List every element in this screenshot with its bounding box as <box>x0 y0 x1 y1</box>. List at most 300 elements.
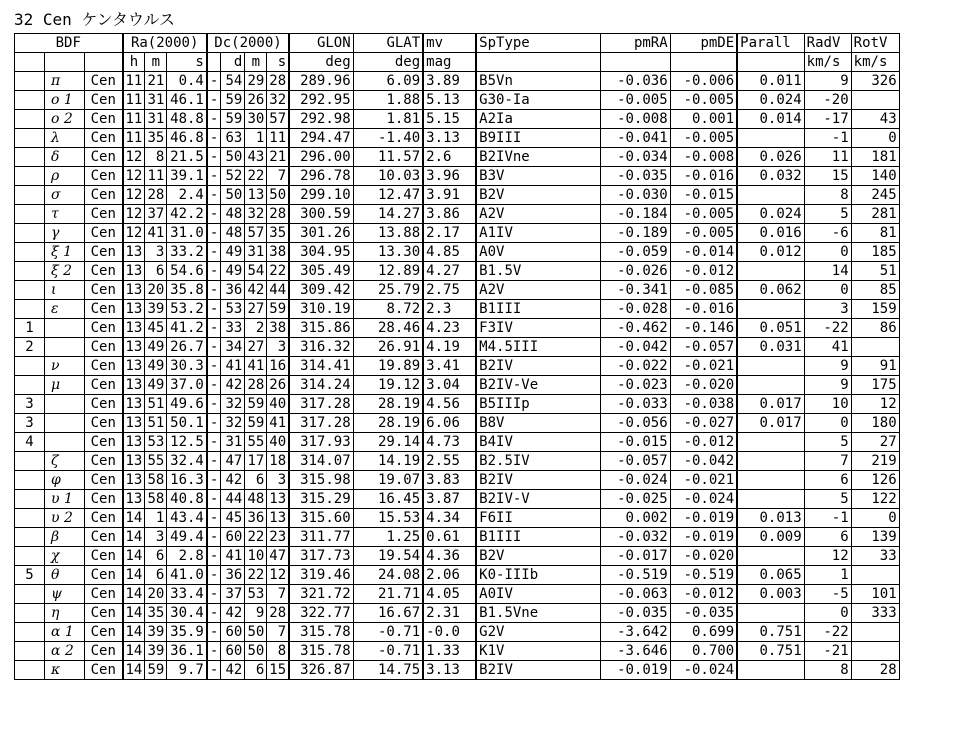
ra-seconds-cell: 31.0 <box>167 224 207 243</box>
header-mv-unit: mag <box>423 53 476 72</box>
ra-seconds-cell: 43.4 <box>167 509 207 528</box>
dec-sign-cell: - <box>207 509 221 528</box>
dec-degrees-cell: 49 <box>221 262 245 281</box>
pm-ra-cell: -0.057 <box>600 452 670 471</box>
bayer-letter-cell: μ <box>45 376 85 395</box>
rotation-velocity-cell: 101 <box>851 585 899 604</box>
spectral-type-cell: B4IV <box>476 433 600 452</box>
pm-ra-cell: -0.033 <box>600 395 670 414</box>
table-row <box>15 490 900 509</box>
bayer-letter-cell <box>45 338 85 357</box>
pm-de-cell: 0.001 <box>670 110 737 129</box>
radial-velocity-cell: 6 <box>804 528 851 547</box>
ra-hours-cell: 13 <box>123 414 145 433</box>
magnitude-cell: 4.56 <box>423 395 476 414</box>
glon-cell: 289.96 <box>289 72 353 91</box>
dec-seconds-cell: 38 <box>267 243 289 262</box>
radial-velocity-cell: -1 <box>804 509 851 528</box>
ra-hours-cell: 12 <box>123 205 145 224</box>
rotation-velocity-cell: 0 <box>851 129 899 148</box>
glon-cell: 294.47 <box>289 129 353 148</box>
dec-minutes-cell: 48 <box>245 490 267 509</box>
parallax-cell <box>737 433 804 452</box>
radial-velocity-cell: 11 <box>804 148 851 167</box>
ra-hours-cell: 13 <box>123 471 145 490</box>
pm-de-cell: -0.020 <box>670 376 737 395</box>
parallax-cell: 0.014 <box>737 110 804 129</box>
parallax-cell: 0.024 <box>737 205 804 224</box>
magnitude-cell: 2.06 <box>423 566 476 585</box>
table-row <box>15 642 900 661</box>
dec-seconds-cell: 41 <box>267 414 289 433</box>
dec-minutes-cell: 30 <box>245 110 267 129</box>
dec-degrees-cell: 53 <box>221 300 245 319</box>
glon-cell: 314.07 <box>289 452 353 471</box>
magnitude-cell: 4.27 <box>423 262 476 281</box>
bdf-number-cell <box>15 148 45 167</box>
glat-cell: -0.71 <box>353 642 423 661</box>
bdf-number-cell <box>15 167 45 186</box>
ra-seconds-cell: 41.0 <box>167 566 207 585</box>
pm-ra-cell: -3.646 <box>600 642 670 661</box>
glon-cell: 319.46 <box>289 566 353 585</box>
pm-ra-cell: -0.462 <box>600 319 670 338</box>
dec-sign-cell: - <box>207 528 221 547</box>
pm-de-cell: -0.042 <box>670 452 737 471</box>
ra-minutes-cell: 20 <box>145 585 167 604</box>
table-row <box>15 509 900 528</box>
dec-seconds-cell: 59 <box>267 300 289 319</box>
radial-velocity-cell: 6 <box>804 471 851 490</box>
glat-cell: -0.71 <box>353 623 423 642</box>
dec-degrees-cell: 50 <box>221 186 245 205</box>
spectral-type-cell: B1III <box>476 300 600 319</box>
radial-velocity-cell: 15 <box>804 167 851 186</box>
table-row <box>15 243 900 262</box>
table-row <box>15 281 900 300</box>
ra-minutes-cell: 35 <box>145 604 167 623</box>
bdf-number-cell <box>15 224 45 243</box>
header-radv-unit: km/s <box>804 53 851 72</box>
bdf-number-cell <box>15 91 45 110</box>
radial-velocity-cell: 9 <box>804 357 851 376</box>
dec-degrees-cell: 36 <box>221 566 245 585</box>
dec-minutes-cell: 50 <box>245 642 267 661</box>
table-row <box>15 623 900 642</box>
rotation-velocity-cell: 326 <box>851 72 899 91</box>
glon-cell: 315.29 <box>289 490 353 509</box>
dec-sign-cell: - <box>207 623 221 642</box>
pm-de-cell: -0.012 <box>670 585 737 604</box>
pm-de-cell: -0.019 <box>670 509 737 528</box>
pm-de-cell: -0.027 <box>670 414 737 433</box>
spectral-type-cell: B9III <box>476 129 600 148</box>
spectral-type-cell: A2Ia <box>476 110 600 129</box>
dec-minutes-cell: 26 <box>245 91 267 110</box>
pm-ra-cell: -0.035 <box>600 604 670 623</box>
header-blank <box>737 53 804 72</box>
ra-seconds-cell: 39.1 <box>167 167 207 186</box>
magnitude-cell: 4.73 <box>423 433 476 452</box>
pm-de-cell: -0.519 <box>670 566 737 585</box>
dec-degrees-cell: 42 <box>221 661 245 680</box>
ra-seconds-cell: 42.2 <box>167 205 207 224</box>
pm-ra-cell: -0.189 <box>600 224 670 243</box>
parallax-cell: 0.009 <box>737 528 804 547</box>
ra-seconds-cell: 41.2 <box>167 319 207 338</box>
parallax-cell: 0.065 <box>737 566 804 585</box>
dec-seconds-cell: 28 <box>267 205 289 224</box>
constellation-cell: Cen <box>85 642 123 661</box>
rotation-velocity-cell: 28 <box>851 661 899 680</box>
ra-minutes-cell: 31 <box>145 91 167 110</box>
constellation-cell: Cen <box>85 604 123 623</box>
table-row <box>15 300 900 319</box>
ra-hours-cell: 14 <box>123 509 145 528</box>
radial-velocity-cell: 3 <box>804 300 851 319</box>
rotation-velocity-cell: 81 <box>851 224 899 243</box>
glat-cell: 11.57 <box>353 148 423 167</box>
constellation-cell: Cen <box>85 281 123 300</box>
rotation-velocity-cell <box>851 623 899 642</box>
rotation-velocity-cell: 181 <box>851 148 899 167</box>
dec-sign-cell: - <box>207 224 221 243</box>
dec-degrees-cell: 32 <box>221 395 245 414</box>
pm-ra-cell: -0.017 <box>600 547 670 566</box>
magnitude-cell: 2.6 <box>423 148 476 167</box>
ra-seconds-cell: 54.6 <box>167 262 207 281</box>
magnitude-cell: 2.3 <box>423 300 476 319</box>
bayer-letter-cell: ξ 1 <box>45 243 85 262</box>
ra-minutes-cell: 58 <box>145 490 167 509</box>
pm-ra-cell: -0.023 <box>600 376 670 395</box>
constellation-cell: Cen <box>85 319 123 338</box>
radial-velocity-cell: 0 <box>804 243 851 262</box>
pm-de-cell: -0.016 <box>670 167 737 186</box>
table-row <box>15 604 900 623</box>
glon-cell: 314.41 <box>289 357 353 376</box>
dec-sign-cell: - <box>207 148 221 167</box>
bdf-number-cell <box>15 129 45 148</box>
table-row <box>15 338 900 357</box>
spectral-type-cell: B2IV <box>476 471 600 490</box>
constellation-cell: Cen <box>85 91 123 110</box>
header-pmde: pmDE <box>670 34 737 53</box>
table-row <box>15 205 900 224</box>
constellation-cell: Cen <box>85 224 123 243</box>
dec-minutes-cell: 22 <box>245 167 267 186</box>
spectral-type-cell: B1.5Vne <box>476 604 600 623</box>
header-glon-unit: deg <box>289 53 353 72</box>
constellation-cell: Cen <box>85 148 123 167</box>
dec-seconds-cell: 16 <box>267 357 289 376</box>
bayer-letter-cell: ξ 2 <box>45 262 85 281</box>
dec-sign-cell: - <box>207 167 221 186</box>
ra-hours-cell: 13 <box>123 338 145 357</box>
glon-cell: 315.78 <box>289 623 353 642</box>
pm-ra-cell: -0.519 <box>600 566 670 585</box>
header-radv: RadV <box>804 34 851 53</box>
header-ra-m: m <box>145 53 167 72</box>
pm-de-cell: -0.021 <box>670 471 737 490</box>
glat-cell: 1.81 <box>353 110 423 129</box>
bayer-letter-cell: κ <box>45 661 85 680</box>
bayer-letter-cell: ρ <box>45 167 85 186</box>
rotation-velocity-cell: 43 <box>851 110 899 129</box>
dec-degrees-cell: 52 <box>221 167 245 186</box>
radial-velocity-cell: 5 <box>804 205 851 224</box>
pm-de-cell: -0.024 <box>670 661 737 680</box>
dec-seconds-cell: 7 <box>267 623 289 642</box>
ra-minutes-cell: 51 <box>145 395 167 414</box>
header-blank <box>670 53 737 72</box>
pm-ra-cell: -0.056 <box>600 414 670 433</box>
ra-minutes-cell: 45 <box>145 319 167 338</box>
bayer-letter-cell <box>45 414 85 433</box>
ra-hours-cell: 14 <box>123 585 145 604</box>
dec-seconds-cell: 7 <box>267 585 289 604</box>
glon-cell: 299.10 <box>289 186 353 205</box>
page-title: 32 Cen ケンタウルス <box>14 10 176 29</box>
pm-de-cell: -0.014 <box>670 243 737 262</box>
dec-minutes-cell: 1 <box>245 129 267 148</box>
magnitude-cell: 6.06 <box>423 414 476 433</box>
pm-de-cell: 0.700 <box>670 642 737 661</box>
ra-minutes-cell: 6 <box>145 566 167 585</box>
spectral-type-cell: B2.5IV <box>476 452 600 471</box>
dec-minutes-cell: 57 <box>245 224 267 243</box>
dec-minutes-cell: 59 <box>245 395 267 414</box>
pm-ra-cell: -0.063 <box>600 585 670 604</box>
dec-sign-cell: - <box>207 661 221 680</box>
ra-hours-cell: 13 <box>123 357 145 376</box>
spectral-type-cell: B2IV <box>476 661 600 680</box>
dec-seconds-cell: 47 <box>267 547 289 566</box>
header-dc-m: m <box>245 53 267 72</box>
dec-sign-cell: - <box>207 91 221 110</box>
pm-de-cell: -0.020 <box>670 547 737 566</box>
ra-minutes-cell: 58 <box>145 471 167 490</box>
table-row <box>15 148 900 167</box>
dec-minutes-cell: 6 <box>245 661 267 680</box>
bayer-letter-cell <box>45 319 85 338</box>
glat-cell: 19.89 <box>353 357 423 376</box>
dec-degrees-cell: 41 <box>221 357 245 376</box>
dec-minutes-cell: 36 <box>245 509 267 528</box>
ra-minutes-cell: 49 <box>145 357 167 376</box>
dec-minutes-cell: 29 <box>245 72 267 91</box>
dec-degrees-cell: 48 <box>221 205 245 224</box>
pm-ra-cell: -0.030 <box>600 186 670 205</box>
parallax-cell <box>737 262 804 281</box>
parallax-cell <box>737 490 804 509</box>
parallax-cell: 0.011 <box>737 72 804 91</box>
ra-seconds-cell: 16.3 <box>167 471 207 490</box>
rotation-velocity-cell: 180 <box>851 414 899 433</box>
glon-cell: 296.00 <box>289 148 353 167</box>
dec-minutes-cell: 22 <box>245 528 267 547</box>
glat-cell: 13.88 <box>353 224 423 243</box>
dec-sign-cell: - <box>207 547 221 566</box>
spectral-type-cell: A2V <box>476 205 600 224</box>
dec-seconds-cell: 12 <box>267 566 289 585</box>
spectral-type-cell: A0IV <box>476 585 600 604</box>
pm-de-cell: -0.012 <box>670 262 737 281</box>
radial-velocity-cell: 8 <box>804 661 851 680</box>
constellation-cell: Cen <box>85 414 123 433</box>
bdf-number-cell <box>15 604 45 623</box>
radial-velocity-cell: 5 <box>804 490 851 509</box>
header-glat: GLAT <box>353 34 423 53</box>
ra-minutes-cell: 28 <box>145 186 167 205</box>
constellation-cell: Cen <box>85 452 123 471</box>
magnitude-cell: 4.23 <box>423 319 476 338</box>
dec-minutes-cell: 55 <box>245 433 267 452</box>
parallax-cell: 0.032 <box>737 167 804 186</box>
rotation-velocity-cell: 159 <box>851 300 899 319</box>
parallax-cell <box>737 661 804 680</box>
ra-seconds-cell: 12.5 <box>167 433 207 452</box>
dec-minutes-cell: 27 <box>245 338 267 357</box>
bdf-number-cell: 2 <box>15 338 45 357</box>
header-mv: mv <box>423 34 476 53</box>
ra-minutes-cell: 3 <box>145 528 167 547</box>
radial-velocity-cell: -17 <box>804 110 851 129</box>
pm-ra-cell: -0.008 <box>600 110 670 129</box>
radial-velocity-cell: 9 <box>804 72 851 91</box>
ra-hours-cell: 13 <box>123 262 145 281</box>
ra-seconds-cell: 32.4 <box>167 452 207 471</box>
ra-minutes-cell: 6 <box>145 262 167 281</box>
dec-sign-cell: - <box>207 471 221 490</box>
dec-sign-cell: - <box>207 72 221 91</box>
bdf-number-cell <box>15 186 45 205</box>
bdf-number-cell <box>15 205 45 224</box>
table-row <box>15 452 900 471</box>
glat-cell: 13.30 <box>353 243 423 262</box>
table-row <box>15 72 900 91</box>
header-blank <box>476 53 600 72</box>
constellation-cell: Cen <box>85 490 123 509</box>
ra-seconds-cell: 40.8 <box>167 490 207 509</box>
bayer-letter-cell: σ <box>45 186 85 205</box>
radial-velocity-cell: 1 <box>804 566 851 585</box>
bayer-letter-cell: φ <box>45 471 85 490</box>
ra-seconds-cell: 46.8 <box>167 129 207 148</box>
bdf-number-cell <box>15 376 45 395</box>
parallax-cell: 0.751 <box>737 623 804 642</box>
ra-minutes-cell: 3 <box>145 243 167 262</box>
ra-hours-cell: 12 <box>123 167 145 186</box>
header-row-2 <box>15 53 900 72</box>
magnitude-cell: 3.89 <box>423 72 476 91</box>
pm-ra-cell: -3.642 <box>600 623 670 642</box>
pm-de-cell: -0.005 <box>670 205 737 224</box>
dec-minutes-cell: 42 <box>245 281 267 300</box>
pm-de-cell: -0.016 <box>670 300 737 319</box>
spectral-type-cell: K0-IIIb <box>476 566 600 585</box>
glat-cell: 12.47 <box>353 186 423 205</box>
rotation-velocity-cell: 139 <box>851 528 899 547</box>
header-dc-s: s <box>267 53 289 72</box>
dec-seconds-cell: 35 <box>267 224 289 243</box>
radial-velocity-cell: 0 <box>804 604 851 623</box>
dec-minutes-cell: 13 <box>245 186 267 205</box>
parallax-cell: 0.013 <box>737 509 804 528</box>
dec-minutes-cell: 2 <box>245 319 267 338</box>
ra-minutes-cell: 37 <box>145 205 167 224</box>
dec-seconds-cell: 22 <box>267 262 289 281</box>
pm-ra-cell: -0.022 <box>600 357 670 376</box>
parallax-cell: 0.016 <box>737 224 804 243</box>
spectral-type-cell: A0V <box>476 243 600 262</box>
pm-de-cell: -0.008 <box>670 148 737 167</box>
parallax-cell <box>737 129 804 148</box>
rotation-velocity-cell: 86 <box>851 319 899 338</box>
radial-velocity-cell: 41 <box>804 338 851 357</box>
pm-de-cell: -0.005 <box>670 91 737 110</box>
dec-minutes-cell: 53 <box>245 585 267 604</box>
ra-hours-cell: 13 <box>123 433 145 452</box>
spectral-type-cell: K1V <box>476 642 600 661</box>
table-row <box>15 129 900 148</box>
dec-degrees-cell: 31 <box>221 433 245 452</box>
dec-degrees-cell: 42 <box>221 604 245 623</box>
dec-minutes-cell: 22 <box>245 566 267 585</box>
dec-seconds-cell: 38 <box>267 319 289 338</box>
bdf-number-cell <box>15 243 45 262</box>
table-row <box>15 110 900 129</box>
ra-hours-cell: 12 <box>123 224 145 243</box>
constellation-cell: Cen <box>85 433 123 452</box>
parallax-cell: 0.051 <box>737 319 804 338</box>
dec-degrees-cell: 49 <box>221 243 245 262</box>
pm-de-cell: -0.057 <box>670 338 737 357</box>
glon-cell: 315.60 <box>289 509 353 528</box>
ra-hours-cell: 14 <box>123 623 145 642</box>
ra-seconds-cell: 53.2 <box>167 300 207 319</box>
pm-ra-cell: -0.035 <box>600 167 670 186</box>
bayer-letter-cell: τ <box>45 205 85 224</box>
pm-ra-cell: -0.032 <box>600 528 670 547</box>
bayer-letter-cell: ο 1 <box>45 91 85 110</box>
pm-de-cell: -0.038 <box>670 395 737 414</box>
bayer-letter-cell: α 2 <box>45 642 85 661</box>
table-row <box>15 395 900 414</box>
radial-velocity-cell: 0 <box>804 281 851 300</box>
spectral-type-cell: A1IV <box>476 224 600 243</box>
ra-hours-cell: 14 <box>123 604 145 623</box>
glon-cell: 317.28 <box>289 414 353 433</box>
magnitude-cell: 2.31 <box>423 604 476 623</box>
ra-hours-cell: 14 <box>123 661 145 680</box>
glon-cell: 317.28 <box>289 395 353 414</box>
parallax-cell: 0.003 <box>737 585 804 604</box>
glat-cell: 1.88 <box>353 91 423 110</box>
ra-seconds-cell: 35.8 <box>167 281 207 300</box>
ra-minutes-cell: 21 <box>145 72 167 91</box>
table-row <box>15 585 900 604</box>
glon-cell: 309.42 <box>289 281 353 300</box>
ra-minutes-cell: 35 <box>145 129 167 148</box>
glat-cell: 6.09 <box>353 72 423 91</box>
header-sptype: SpType <box>476 34 600 53</box>
ra-seconds-cell: 9.7 <box>167 661 207 680</box>
dec-minutes-cell: 9 <box>245 604 267 623</box>
rotation-velocity-cell: 140 <box>851 167 899 186</box>
table-body <box>15 34 900 680</box>
glat-cell: 26.91 <box>353 338 423 357</box>
